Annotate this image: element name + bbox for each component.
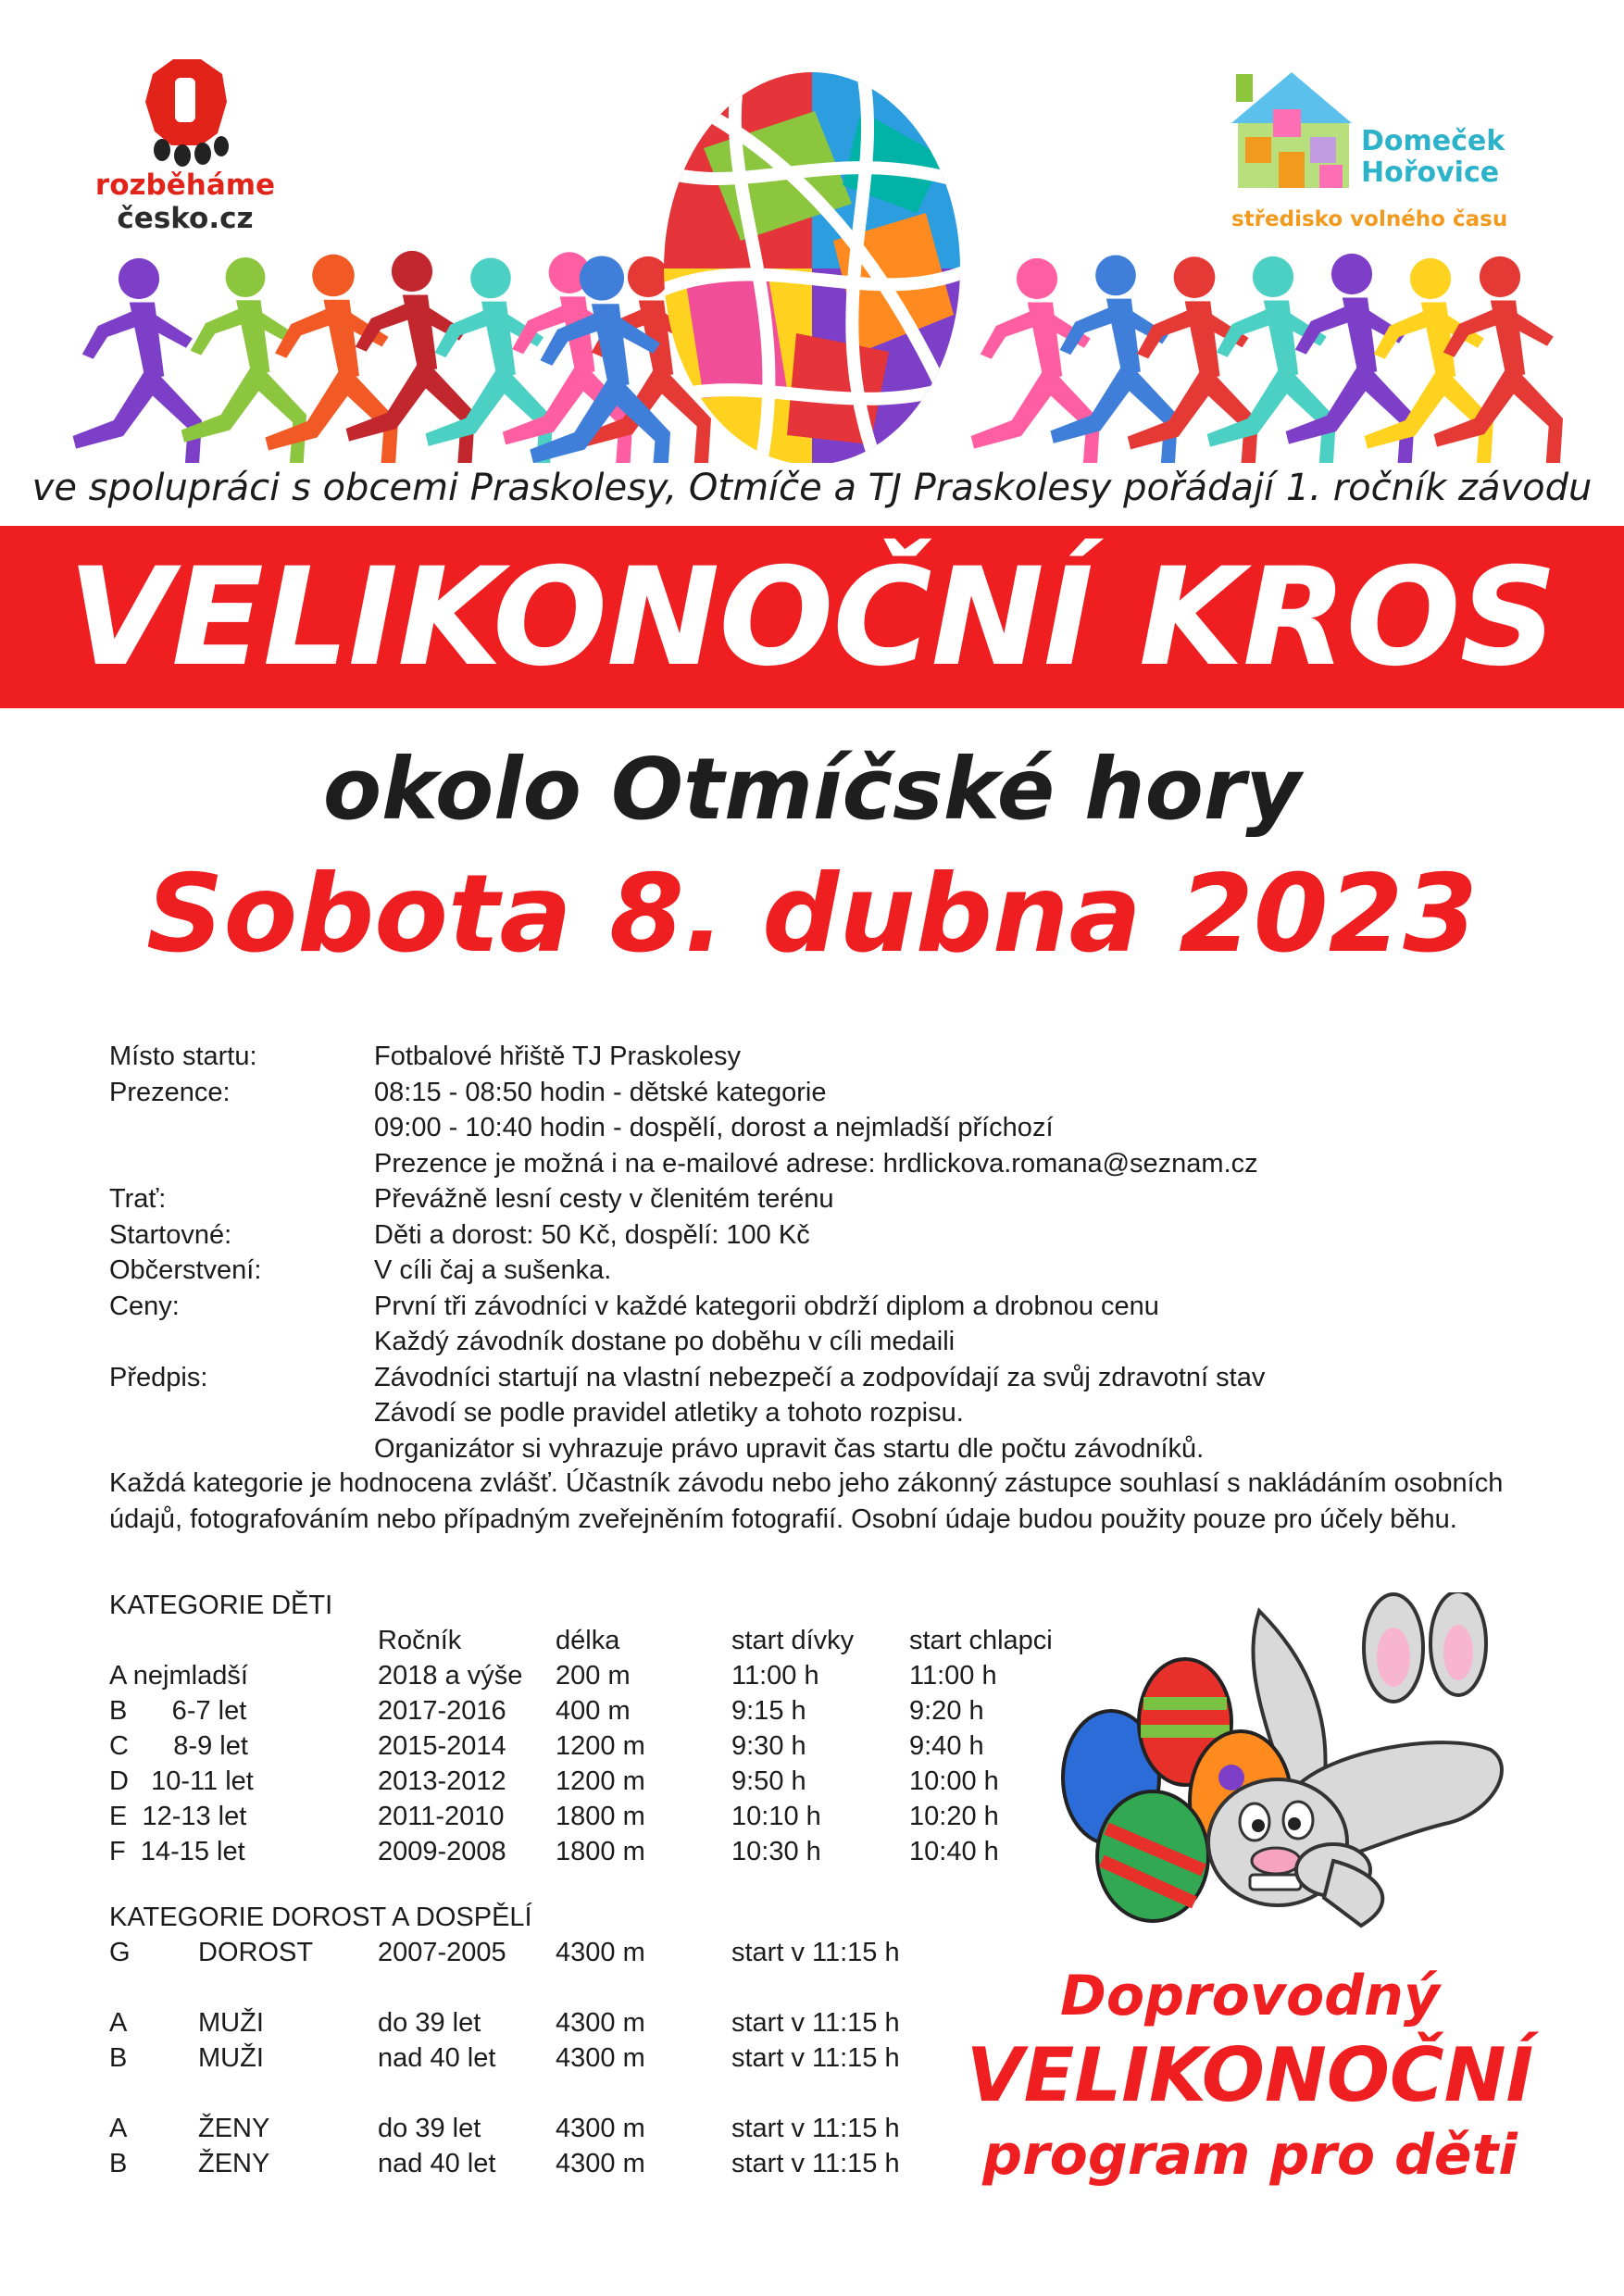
info-value: Každý závodník dostane po doběhu v cíli medaili (374, 1327, 956, 1356)
kids-header-row (109, 1623, 1128, 1658)
boys-start-cell: 9:20 h (909, 1696, 984, 1726)
info-label: Prezence: (109, 1077, 231, 1107)
house-icon (1227, 72, 1356, 193)
info-label (109, 1324, 369, 1360)
bunny-ear (1324, 1861, 1382, 1926)
category-cell: F 14-15 let (109, 1837, 245, 1866)
info-value: V cíli čaj a sušenka. (374, 1255, 612, 1285)
code-cell: B (109, 2149, 128, 2178)
year-cell: 2017-2016 (378, 1696, 506, 1726)
info-label (109, 1146, 369, 1182)
table-row (109, 1834, 1128, 1869)
category-cell: E 12-13 let (109, 1802, 247, 1831)
bunny-feet (1364, 1592, 1486, 1702)
info-labels (109, 1039, 369, 1395)
info-value: 08:15 - 08:50 hodin - dětské kategorie (374, 1077, 827, 1107)
category-cell: D 10-11 let (109, 1766, 254, 1796)
boys-start-cell: 10:00 h (909, 1766, 999, 1796)
info-values (374, 1039, 1578, 1466)
kids-heading: KATEGORIE DĚTI (109, 1591, 333, 1620)
code-cell: B (109, 2043, 128, 2073)
egg-dot (1218, 1765, 1244, 1791)
girls-start-cell: 9:50 h (731, 1766, 806, 1796)
runners-right (971, 254, 1563, 463)
category-cell: C 8-9 let (109, 1731, 248, 1761)
info-label: Místo startu: (109, 1042, 257, 1071)
info-label: Ceny: (109, 1291, 180, 1321)
runners-left (73, 251, 711, 463)
promo-line2: VELIKONOČNÍ (966, 2032, 1534, 2118)
domecek-horovice-logo (1227, 72, 1532, 239)
info-value: Děti a dorost: 50 Kč, dospělí: 100 Kč (374, 1219, 810, 1250)
event-title: VELIKONOČNÍ KROS (68, 539, 1556, 696)
girls-start-cell: 11:00 h (731, 1661, 819, 1691)
start-cell: start v 11:15 h (731, 2008, 900, 2038)
title-banner (0, 526, 1624, 708)
info-label: Občerstvení: (109, 1255, 262, 1285)
length-cell: 4300 m (556, 2008, 645, 2038)
length-cell: 400 m (556, 1696, 631, 1726)
year-cell: 2011-2010 (378, 1802, 505, 1831)
domecek-logo-name (1361, 126, 1505, 189)
table-row (109, 1728, 1128, 1764)
age-cell: do 39 let (378, 2008, 481, 2038)
promo-line1: Doprovodný (1060, 1964, 1440, 2028)
name-cell: ŽENY (198, 2114, 270, 2143)
column-header: Ročník (378, 1626, 462, 1655)
length-cell: 4300 m (556, 2114, 645, 2143)
table-row (109, 1658, 1128, 1693)
length-cell: 1200 m (556, 1731, 645, 1761)
length-cell: 4300 m (556, 2043, 645, 2073)
adults-heading: KATEGORIE DOROST A DOSPĚLÍ (109, 1903, 532, 1932)
code-cell: G (109, 1938, 131, 1967)
kids-program-promo (935, 1961, 1565, 2190)
info-value: Fotbalové hřiště TJ Praskolesy (374, 1042, 741, 1071)
rozbehame-logo-line2: česko.cz (117, 202, 254, 235)
info-value: Převážně lesní cesty v členitém terénu (374, 1184, 834, 1214)
info-label: Trať: (109, 1184, 167, 1214)
girls-start-cell: 10:10 h (731, 1802, 821, 1831)
category-cell: A nejmladší (109, 1661, 248, 1691)
length-cell: 200 m (556, 1661, 631, 1691)
category-cell: B 6-7 let (109, 1696, 247, 1726)
name-cell: ŽENY (198, 2149, 270, 2178)
column-header: délka (556, 1626, 620, 1655)
info-label (109, 1110, 369, 1146)
cooperation-line: ve spolupráci s obcemi Praskolesy, Otmíče a TJ Praskolesy pořádají 1. ročník závodu (31, 467, 1593, 509)
promo-line3: program pro děti (982, 2123, 1518, 2188)
boys-start-cell: 11:00 h (909, 1661, 997, 1691)
event-date: Sobota 8. dubna 2023 (146, 852, 1478, 977)
info-value: Organizátor si vyhrazuje právo upravit čas startu dle počtu závodníků. (374, 1433, 1205, 1464)
boys-start-cell: 10:20 h (909, 1802, 999, 1831)
age-cell: nad 40 let (378, 2149, 496, 2178)
info-value: První tři závodníci v každé kategorii obdrží diplom a drobnou cenu (374, 1291, 1159, 1321)
rozbehame-logo-line1: rozběháme (94, 168, 276, 202)
year-cell: 2013-2012 (378, 1766, 506, 1796)
boys-start-cell: 9:40 h (909, 1731, 984, 1761)
year-cell: 2009-2008 (378, 1837, 506, 1866)
table-row (109, 1799, 1128, 1834)
info-value: Závodí se podle pravidel atletiky a tohoto rozpisu. (374, 1398, 964, 1428)
length-cell: 4300 m (556, 2149, 645, 2178)
name-cell: MUŽI (198, 2008, 264, 2038)
rozbehame-logo (93, 57, 278, 261)
start-cell: start v 11:15 h (731, 2114, 900, 2143)
length-cell: 4300 m (556, 1938, 645, 1967)
age-cell: nad 40 let (378, 2043, 496, 2073)
length-cell: 1800 m (556, 1837, 645, 1866)
year-cell: 2015-2014 (378, 1731, 506, 1761)
start-cell: start v 11:15 h (731, 2149, 900, 2178)
info-value: Závodníci startují na vlastní nebezpečí a zodpovídají za svůj zdravotní stav (374, 1362, 1266, 1392)
name-cell: DOROST (198, 1938, 314, 1967)
easter-bunny-illustration (1056, 1592, 1518, 1981)
age-cell: do 39 let (378, 2114, 481, 2143)
girls-start-cell: 10:30 h (731, 1837, 821, 1866)
kids-categories-table (109, 1588, 1128, 1893)
boys-start-cell: 10:40 h (909, 1837, 999, 1866)
girls-start-cell: 9:30 h (731, 1731, 806, 1761)
domecek-logo-line2: Hořovice (1361, 156, 1500, 189)
consent-note: Každá kategorie je hodnocena zvlášť. Účastník závodu nebo jeho zákonný zástupce souhlasí s nakládáním osobních údajů, fotografováním nebo případným zveřejněním fotografií. Osobní údaje budou použity pouze pro účely běhu. (109, 1468, 1504, 1534)
info-label: Startovné: (109, 1219, 232, 1250)
code-cell: A (109, 2008, 128, 2038)
column-header: start chlapci (909, 1626, 1053, 1655)
name-cell: MUŽI (198, 2043, 264, 2073)
age-cell: 2007-2005 (378, 1938, 506, 1967)
code-cell: A (109, 2114, 128, 2143)
length-cell: 1800 m (556, 1802, 645, 1831)
year-cell: 2018 a výše (378, 1661, 523, 1691)
girls-start-cell: 9:15 h (731, 1696, 806, 1726)
info-value: 09:00 - 10:40 hodin - dospělí, dorost a nejmladší příchozí (374, 1113, 1054, 1142)
footprint-icon (134, 57, 236, 168)
info-value-email: Prezence je možná i na e-mailové adrese: hrdlickova.romana@seznam.cz (374, 1148, 1258, 1179)
start-cell: start v 11:15 h (731, 2043, 900, 2073)
start-cell: start v 11:15 h (731, 1938, 900, 1967)
length-cell: 1200 m (556, 1766, 645, 1796)
domecek-logo-line1: Domeček (1361, 125, 1505, 157)
event-subtitle: okolo Otmíčské hory (322, 740, 1302, 839)
domecek-logo-tagline: středisko volného času (1231, 207, 1508, 231)
column-header: start dívky (731, 1626, 855, 1655)
table-row (109, 1764, 1128, 1799)
table-row (109, 1693, 1128, 1728)
info-label: Předpis: (109, 1362, 208, 1392)
